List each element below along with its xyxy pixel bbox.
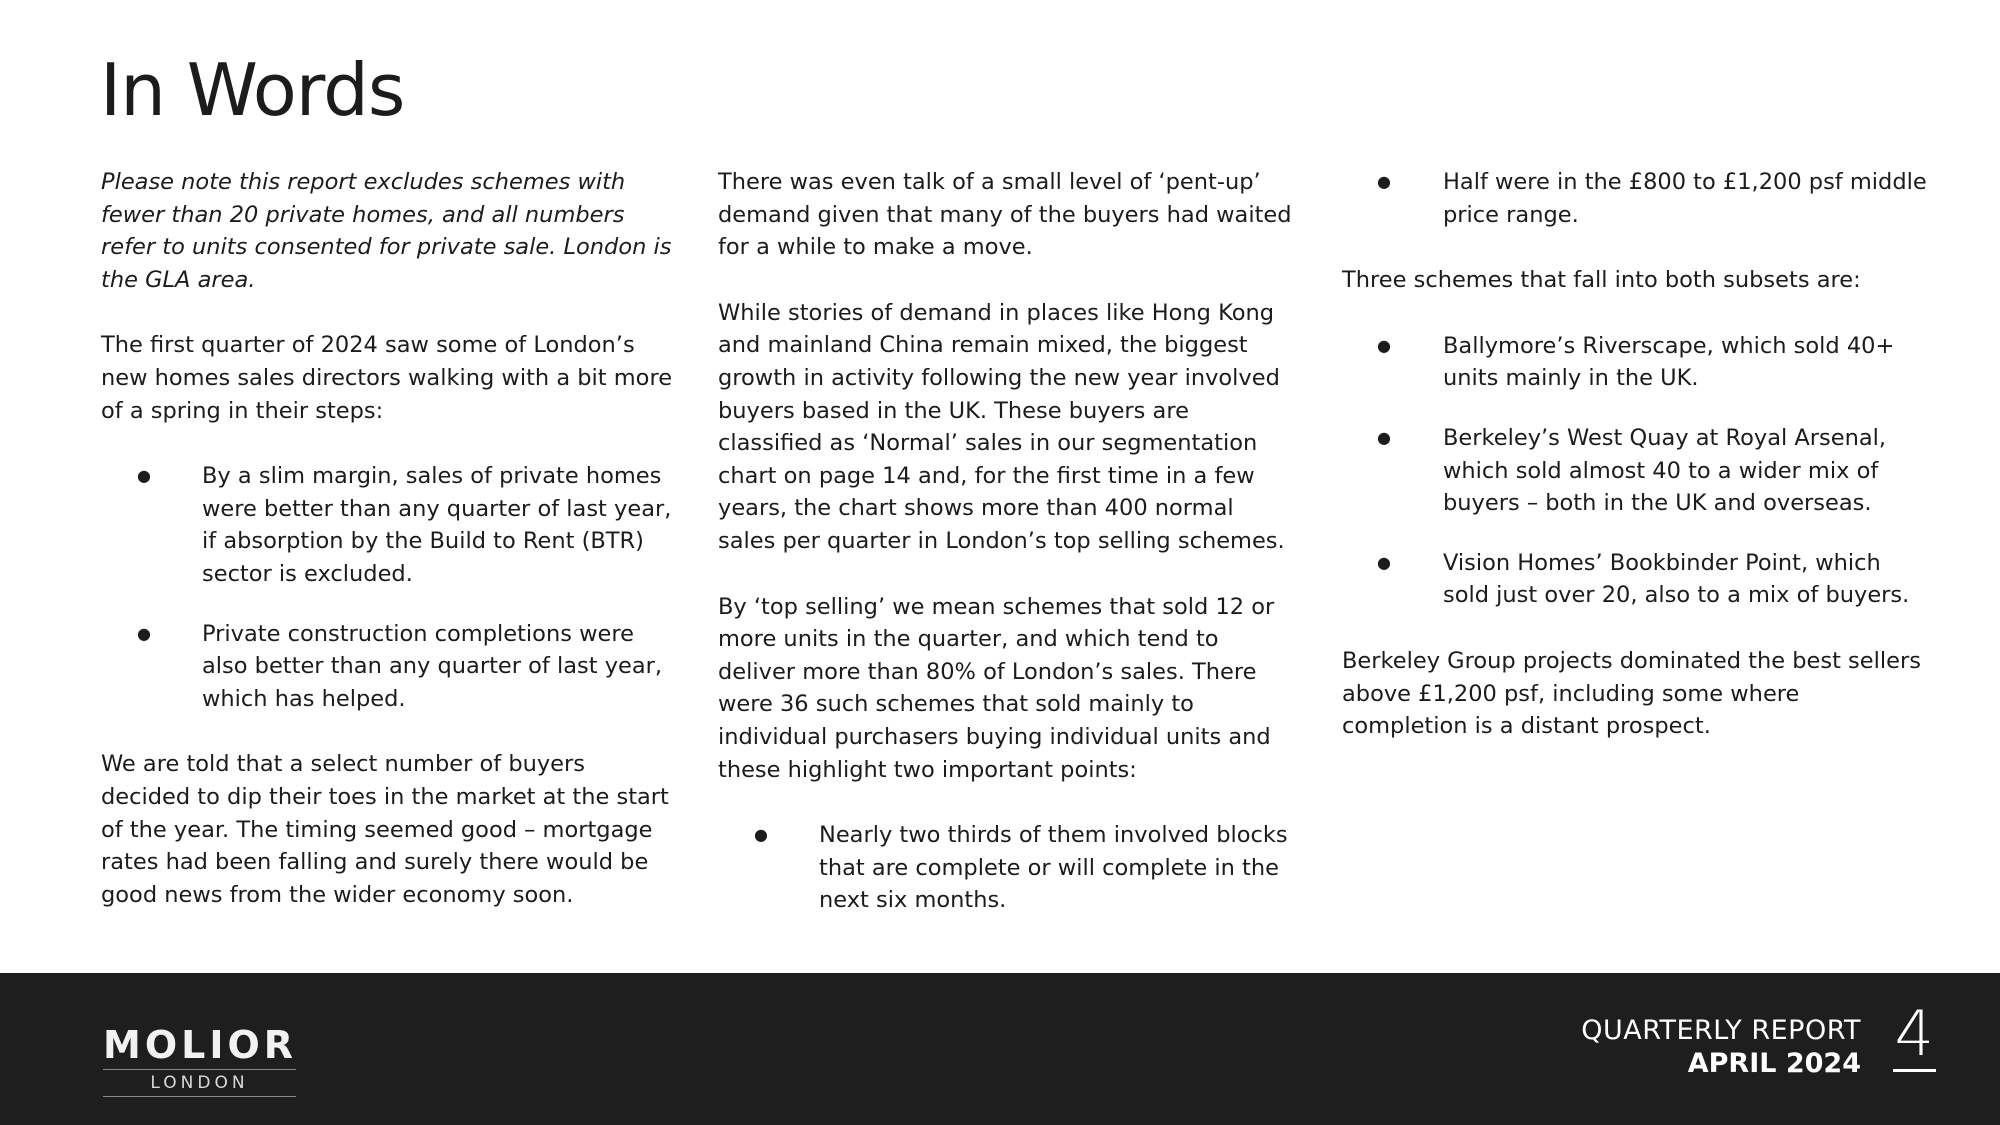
- bullet-icon: ●: [1377, 427, 1391, 447]
- list-item: [1342, 166, 1932, 231]
- footer-bar: [0, 973, 2000, 1125]
- body-paragraph: While stories of demand in places like Hong Kong and mainland China remain mixed, the biggest growth in activity following the new year involved buyers based in the UK. These buyers are classified as ‘Normal’ sales in our segmentation chart on page 14 and, for the first time in a few years, the chart shows more than 400 normal sales per quarter in London’s top selling schemes.: [718, 299, 1285, 554]
- list-item: [1342, 330, 1932, 395]
- page-number: 4: [1894, 997, 1934, 1070]
- bullet-icon: ●: [1377, 172, 1391, 191]
- report-info: [1581, 1014, 1861, 1080]
- logo-divider: [103, 1069, 296, 1070]
- bullet-icon: ●: [1377, 335, 1391, 355]
- bullet-icon: ●: [137, 466, 151, 486]
- logo-divider: [103, 1096, 296, 1097]
- list-item-text: Half were in the £800 to £1,200 psf middle price range.: [1443, 169, 1927, 228]
- bullet-list: [101, 460, 676, 715]
- list-item-text: By a slim margin, sales of private homes were better than any quarter of last year, if absorption by the Build to Rent (BTR) sector is excluded.: [202, 463, 672, 587]
- molior-logo: [103, 1023, 296, 1099]
- body-paragraph: The first quarter of 2024 saw some of London’s new homes sales directors walking with a bit more of a spring in their steps:: [101, 332, 673, 424]
- logo-subtitle: LONDON: [150, 1073, 249, 1093]
- bullet-icon: ●: [137, 623, 151, 643]
- list-item-text: Berkeley’s West Quay at Royal Arsenal, which sold almost 40 to a wider mix of buyers – both in the UK and overseas.: [1443, 424, 1887, 517]
- list-item-text: Vision Homes’ Bookbinder Point, which sold just over 20, also to a mix of buyers.: [1443, 549, 1910, 609]
- text-column-1: [101, 166, 676, 944]
- list-item: [1342, 422, 1932, 520]
- bullet-icon: ●: [754, 825, 768, 845]
- body-paragraph: Three schemes that fall into both subsets are:: [1342, 267, 1861, 294]
- text-column-2: [718, 166, 1293, 950]
- list-item: [1342, 547, 1932, 612]
- body-paragraph: By ‘top selling’ we mean schemes that sold 12 or more units in the quarter, and which tend to deliver more than 80% of London’s sales. There were 36 such schemes that sold mainly to individual purchasers buying individual units and these highlight two important points:: [718, 593, 1275, 783]
- list-item-text: Private construction completions were also better than any quarter of last year, which has helped.: [202, 620, 663, 712]
- body-paragraph: There was even talk of a small level of ‘pent-up’ demand given that many of the buyers had waited for a while to make a move.: [718, 169, 1292, 261]
- report-date: APRIL 2024: [1687, 1048, 1861, 1079]
- bullet-list: [1342, 330, 1932, 612]
- list-item-text: Ballymore’s Riverscape, which sold 40+ units mainly in the UK.: [1443, 332, 1895, 392]
- list-item: [101, 460, 676, 590]
- body-paragraph: We are told that a select number of buyers decided to dip their toes in the market at the start of the year. The timing seemed good – mortgage rates had been falling and surely there would be good news from the wider economy soon.: [101, 751, 669, 908]
- bullet-list: [718, 819, 1293, 917]
- text-column-3: [1342, 166, 1932, 776]
- bullet-icon: ●: [1377, 552, 1391, 572]
- logo-wordmark: MOLIOR: [103, 1023, 298, 1067]
- list-item: [718, 819, 1293, 917]
- page-title: In Words: [100, 48, 405, 132]
- list-item-text: Nearly two thirds of them involved blocks that are complete or will complete in the next six months.: [819, 822, 1288, 914]
- body-paragraph: Berkeley Group projects dominated the best sellers above £1,200 psf, including some where completion is a distant prospect.: [1342, 647, 1921, 740]
- disclaimer-paragraph: Please note this report excludes schemes with fewer than 20 private homes, and all numbers refer to units consented for private sale. London is the GLA area.: [101, 169, 672, 293]
- report-label: QUARTERLY REPORT: [1581, 1015, 1861, 1046]
- list-item: [101, 618, 676, 716]
- bullet-list: [1342, 166, 1932, 231]
